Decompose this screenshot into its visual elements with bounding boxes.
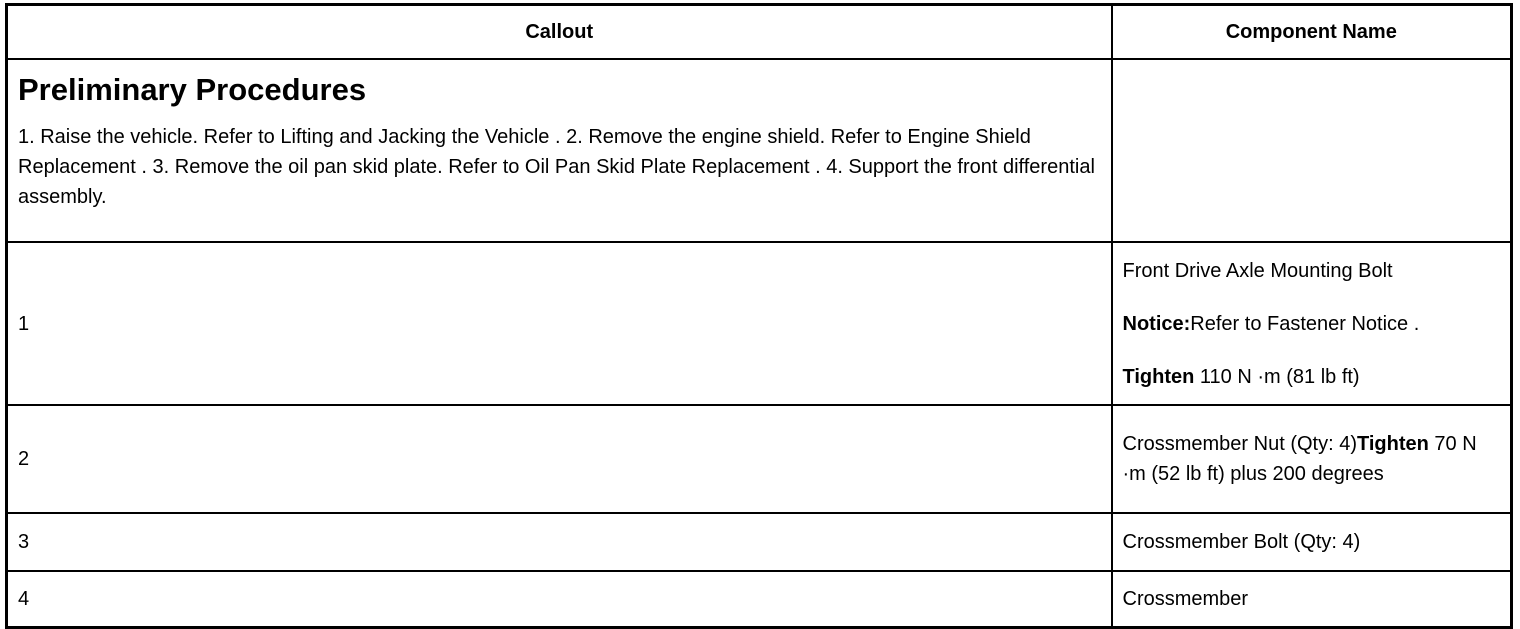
callout-cell: 1	[7, 242, 1112, 405]
component-name: Front Drive Axle Mounting Bolt	[1122, 259, 1393, 282]
tighten-label: Tighten	[1356, 433, 1429, 455]
table-row	[7, 571, 1512, 627]
preliminary-row	[7, 59, 1512, 242]
preliminary-title: Preliminary Procedures	[18, 72, 367, 107]
component-name-line	[1123, 429, 1501, 489]
notice-text: Refer to Fastener Notice .	[1190, 312, 1420, 335]
header-callout: Callout	[7, 5, 1112, 60]
procedure-table	[5, 3, 1513, 629]
table-row	[7, 405, 1512, 513]
header-component-name: Component Name	[1112, 5, 1512, 60]
header-row	[7, 5, 1512, 60]
callout-cell: 3	[7, 513, 1112, 571]
preliminary-empty-cell	[1112, 59, 1512, 242]
document-page	[5, 3, 1510, 629]
component-cell	[1112, 405, 1512, 513]
tighten-line	[1123, 362, 1501, 392]
tighten-text: 110 N ·m (81 lb ft)	[1194, 365, 1360, 388]
table-row	[7, 242, 1512, 405]
notice-label: Notice:	[1122, 312, 1191, 335]
component-cell: Crossmember Bolt (Qty: 4)	[1112, 513, 1512, 571]
callout-cell: 4	[7, 571, 1112, 627]
tighten-label: Tighten	[1122, 365, 1195, 388]
component-cell: Crossmember	[1112, 571, 1512, 627]
tighten-text: 70 N ·m (52 lb ft) plus 200 degrees	[1122, 433, 1477, 485]
notice-line	[1123, 309, 1501, 339]
callout-cell: 2	[7, 405, 1112, 513]
preliminary-cell	[7, 59, 1112, 242]
preliminary-text: 1. Raise the vehicle. Refer to Lifting and Jacking the Vehicle . 2. Remove the engine shield. Refer to Engine Shield Replacement . 3. Remove the oil pan skid plate. Refer to Oil Pan Skid Plate Replacement . 4. Support the front differential assembly.	[18, 126, 1095, 208]
table-row	[7, 513, 1512, 571]
component-name: Crossmember Nut (Qty: 4)	[1122, 433, 1357, 455]
component-cell	[1112, 242, 1512, 405]
